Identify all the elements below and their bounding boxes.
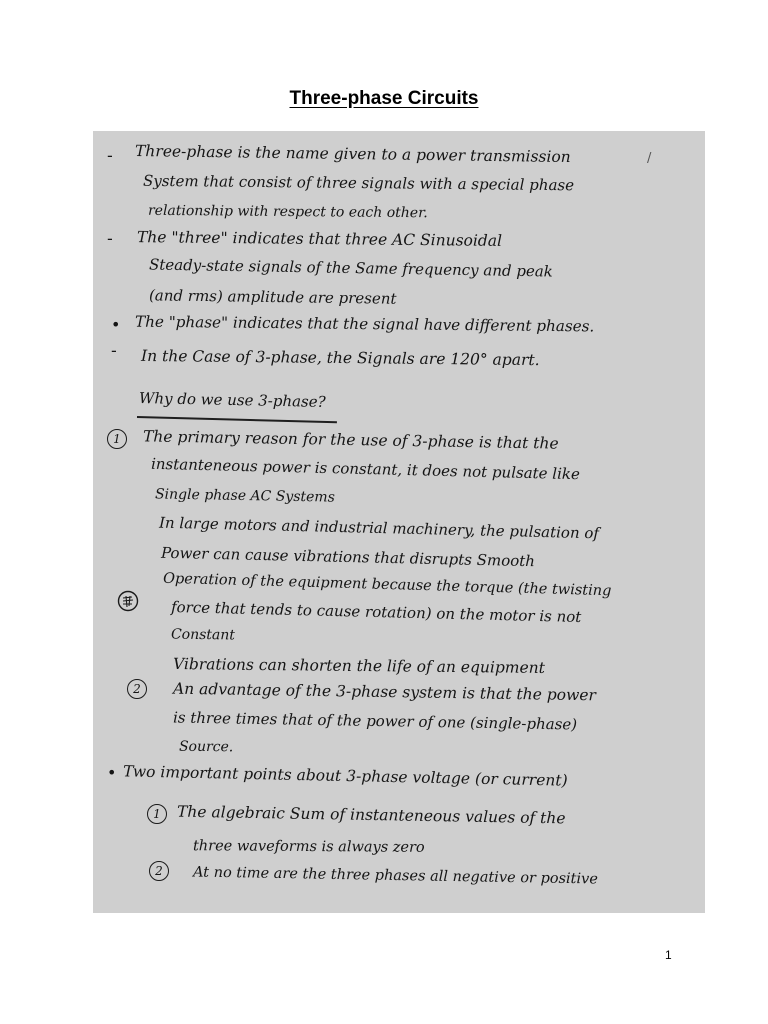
note-line: At no time are the three phases all negative or positive [192,864,599,888]
number-circle-2: 2 [149,861,169,881]
page-number: 1 [665,948,672,962]
bullet-dash: - [111,341,117,360]
note-line: The primary reason for the use of 3-phase is that the [142,427,559,453]
bullet-dot: • [107,763,117,782]
bullet-dot: • [111,315,121,334]
note-line: (and rms) amplitude are present [148,286,397,308]
note-line: Steady-state signals of the Same frequency and peak [148,255,554,281]
note-line: Single phase AC Systems [154,486,335,506]
heading-underline [137,416,337,423]
note-line: is three times that of the power of one (single-phase) [172,708,578,734]
section-heading-why: Why do we use 3-phase? [138,389,326,411]
note-line: An advantage of the 3-phase system is that the power [172,679,597,705]
note-line: The algebraic Sum of instanteneous values of the [176,802,566,828]
number-circle-2: 2 [127,679,147,699]
note-line: Constant [170,626,236,644]
scribbled-circle-icon [117,590,139,612]
note-line: Operation of the equipment because the torque (the twisting [162,570,612,600]
note-line: instanteneous power is constant, it does not pulsate like [150,454,581,484]
bullet-dash: - [107,146,113,165]
number-circle-1: 1 [147,804,167,824]
note-line: Three-phase is the name given to a power transmission [134,141,571,167]
note-line: force that tends to cause rotation) on the motor is not [170,597,582,627]
points-heading: Two important points about 3-phase voltage (or current) [122,762,568,790]
note-line: three waveforms is always zero [192,838,425,856]
note-line: Source. [178,738,234,756]
note-line: In the Case of 3-phase, the Signals are 120° apart. [140,346,540,370]
bullet-dash: - [107,229,113,248]
check-mark: / [647,151,652,166]
handwritten-notes-scan [93,131,705,913]
number-circle-1: 1 [107,429,127,449]
note-line: The "phase" indicates that the signal have different phases. [134,312,595,336]
note-line: Power can cause vibrations that disrupts Smooth [160,543,536,571]
note-line: System that consist of three signals with a special phase [142,171,575,195]
note-line: In large motors and industrial machinery, the pulsation of [158,513,600,543]
note-line: Vibrations can shorten the life of an equipment [172,655,545,677]
note-line: relationship with respect to each other. [147,202,428,222]
page-title: Three-phase Circuits [289,88,479,109]
note-line: The "three" indicates that three AC Sinusoidal [136,228,503,250]
